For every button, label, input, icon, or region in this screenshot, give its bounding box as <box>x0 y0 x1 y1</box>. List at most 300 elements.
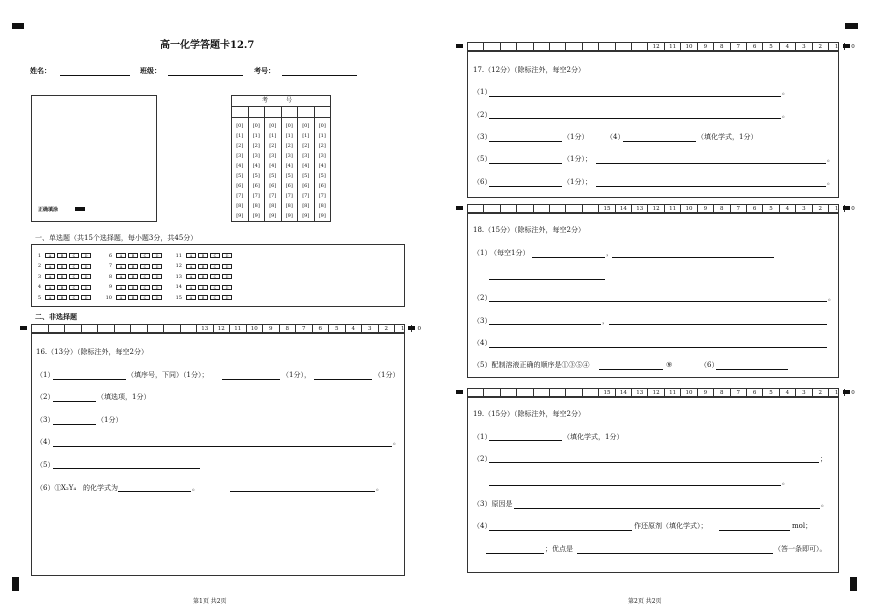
id-digit-bubble[interactable]: [8] <box>236 203 244 209</box>
q16-part6-text: 的化学式为 <box>83 484 118 492</box>
score-cell-blank[interactable] <box>483 389 499 396</box>
id-digit-bubble[interactable]: [7] <box>252 193 260 199</box>
score-cell[interactable]: 13 <box>196 325 213 332</box>
score-cell-blank[interactable] <box>533 43 549 50</box>
q18-blank-6[interactable] <box>716 369 788 370</box>
q16-blank-1a[interactable] <box>53 379 126 380</box>
id-digit-bubble[interactable]: [2] <box>236 143 244 149</box>
q18-l4: （4） <box>473 339 492 347</box>
score-cell[interactable]: 2 <box>812 205 828 212</box>
mcq-question-number: 15 <box>175 294 182 301</box>
score-cell-blank[interactable] <box>516 43 532 50</box>
correct-fill-sample <box>75 207 85 211</box>
id-digit-bubble[interactable]: [5] <box>302 173 310 179</box>
id-digit-bubble[interactable]: [5] <box>285 173 293 179</box>
id-digit-bubble[interactable]: [5] <box>236 173 244 179</box>
score-cell[interactable]: 6 <box>312 325 329 332</box>
mcq-option-bubble[interactable]: D <box>81 264 91 269</box>
q17-l5-note: （1分）； <box>563 155 592 163</box>
id-digit-bubble[interactable]: [0] <box>318 123 326 129</box>
mcq-option-bubble[interactable]: B <box>198 274 208 279</box>
score-cell-blank[interactable] <box>598 43 614 50</box>
id-digit-bubble[interactable]: [3] <box>269 153 277 159</box>
score-cell-blank[interactable] <box>582 43 598 50</box>
id-digit-bubble[interactable]: [3] <box>252 153 260 159</box>
score-cell[interactable]: 3 <box>361 325 378 332</box>
q19-blank-2b[interactable] <box>489 485 781 486</box>
id-digit-bubble[interactable]: [0] <box>285 123 293 129</box>
score-cell[interactable]: 8 <box>713 205 729 212</box>
id-digit-bubble[interactable]: [6] <box>318 183 326 189</box>
id-digit-bubble[interactable]: [1] <box>236 133 244 139</box>
q18-blank-1a[interactable] <box>532 257 605 258</box>
q19-l2-end: 。 <box>782 478 789 486</box>
mcq-option-bubble[interactable]: A <box>116 253 126 258</box>
mcq-option-bubble[interactable]: C <box>140 274 150 279</box>
q16-part1-note-c: （1分） <box>374 371 400 379</box>
q18-l5: （5）配制溶液正确的顺序是①③⑤④ <box>473 361 590 369</box>
score-cell-blank[interactable] <box>468 43 483 50</box>
mcq-question-row <box>104 273 164 280</box>
id-digit-bubble[interactable]: [7] <box>236 193 244 199</box>
q16-blank-6b[interactable] <box>230 491 375 492</box>
q18-blank-1b[interactable] <box>612 257 774 258</box>
score-cell[interactable]: 6 <box>746 389 762 396</box>
mcq-option-bubble[interactable]: A <box>116 274 126 279</box>
score-cell[interactable]: 12 <box>647 389 663 396</box>
page-title: 高一化学答题卡12.7 <box>160 40 255 51</box>
exam-id-table <box>231 95 331 222</box>
id-digit-bubble[interactable]: [1] <box>285 133 293 139</box>
q17-blank-6a[interactable] <box>489 186 562 187</box>
q17-blank-5a[interactable] <box>489 163 562 164</box>
q19-blank-1[interactable] <box>489 440 562 441</box>
mcq-option-bubble[interactable]: A <box>116 264 126 269</box>
strip19-mark-left <box>456 390 463 394</box>
q17-l1: （1） <box>473 88 492 96</box>
id-digit-bubble[interactable]: [1] <box>318 133 326 139</box>
mcq-option-bubble[interactable]: D <box>222 253 232 258</box>
id-digit-bubble[interactable]: [5] <box>269 173 277 179</box>
score-cell-blank[interactable] <box>565 43 581 50</box>
id-digit-bubble[interactable]: [8] <box>252 203 260 209</box>
score-cell[interactable]: 4 <box>345 325 362 332</box>
id-digit-bubble[interactable]: [1] <box>269 133 277 139</box>
score-cell[interactable]: 12 <box>213 325 230 332</box>
id-digit-bubble[interactable]: [4] <box>269 163 277 169</box>
mcq-option-bubble[interactable]: C <box>210 295 220 300</box>
mcq-option-bubble[interactable]: A <box>116 295 126 300</box>
q18-blank-4[interactable] <box>489 347 827 348</box>
id-digit-bubble[interactable]: [9] <box>236 213 244 219</box>
score-cell[interactable]: 0 <box>844 43 860 50</box>
id-digit-bubble[interactable]: [0] <box>236 123 244 129</box>
score-cell[interactable]: 8 <box>713 43 729 50</box>
mcq-option-bubble[interactable]: B <box>198 295 208 300</box>
id-digit-bubble[interactable]: [8] <box>269 203 277 209</box>
score-cell[interactable]: 8 <box>713 389 729 396</box>
score-cell[interactable]: 3 <box>795 205 811 212</box>
id-digit-bubble[interactable]: [2] <box>252 143 260 149</box>
q17-blank-5b[interactable] <box>596 163 826 164</box>
id-digit-bubble[interactable]: [4] <box>236 163 244 169</box>
score-cell[interactable]: 10 <box>680 389 696 396</box>
q18-l1-comma: ， <box>606 249 613 257</box>
mcq-question-row <box>104 284 164 291</box>
q19-blank-4b[interactable] <box>719 530 790 531</box>
q17-header: 17.（12分）（除标注外，每空2分） <box>473 66 585 74</box>
score-cell[interactable]: 4 <box>779 43 795 50</box>
answer-box-18 <box>467 213 839 378</box>
id-digit-bubble[interactable]: [6] <box>269 183 277 189</box>
id-digit-bubble[interactable]: [7] <box>269 193 277 199</box>
mcq-question-number: 12 <box>175 263 182 269</box>
score-cell[interactable]: 7 <box>730 205 746 212</box>
score-cell[interactable]: 2 <box>378 325 395 332</box>
registration-mark-top-left <box>12 23 24 29</box>
id-digit-bubble[interactable]: [2] <box>269 143 277 149</box>
mcq-option-bubble[interactable]: B <box>57 264 67 269</box>
score-cell[interactable]: 11 <box>664 205 680 212</box>
mcq-option-bubble[interactable]: B <box>128 274 138 279</box>
q18-blank-5[interactable] <box>599 369 663 370</box>
q19-blank-4a[interactable] <box>489 530 632 531</box>
mcq-option-bubble[interactable]: C <box>140 295 150 300</box>
q19-l2-semi: ； <box>820 455 827 463</box>
mcq-option-bubble[interactable]: A <box>186 253 196 258</box>
score-cell[interactable]: 7 <box>295 325 312 332</box>
id-digit-bubble[interactable]: [3] <box>318 153 326 159</box>
mcq-option-bubble[interactable]: D <box>222 285 232 290</box>
score-cell-blank[interactable] <box>81 325 98 332</box>
score-cell-blank[interactable] <box>549 205 565 212</box>
q16-part3-note: （1分） <box>97 416 123 424</box>
mcq-option-bubble[interactable]: A <box>186 274 196 279</box>
q19-blank-5a[interactable] <box>486 553 544 554</box>
mcq-option-bubble[interactable]: B <box>128 253 138 258</box>
q19-blank-5b[interactable] <box>577 553 773 554</box>
q17-l5: （5） <box>473 155 492 163</box>
score-cell[interactable]: 5 <box>762 389 778 396</box>
q16-blank-3[interactable] <box>53 424 96 425</box>
score-cell-blank[interactable] <box>468 205 483 212</box>
id-digit-bubble[interactable]: [1] <box>252 133 260 139</box>
mcq-option-bubble[interactable]: B <box>128 264 138 269</box>
score-cell[interactable]: 4 <box>779 389 795 396</box>
id-digit-bubble[interactable]: [7] <box>318 193 326 199</box>
q17-l2: （2） <box>473 111 492 119</box>
strip19-mark-right <box>843 390 850 394</box>
id-digit-bubble[interactable]: [2] <box>285 143 293 149</box>
score-cell-blank[interactable] <box>549 43 565 50</box>
mcq-option-bubble[interactable]: D <box>152 253 162 258</box>
mcq-option-bubble[interactable]: C <box>210 253 220 258</box>
mcq-question-row <box>174 284 234 291</box>
score-cell[interactable]: 13 <box>631 389 647 396</box>
q19-l4: （4） <box>473 522 492 530</box>
id-digit-bubble[interactable]: [7] <box>302 193 310 199</box>
id-table-header: 考 号 <box>232 96 330 107</box>
q18-blank-3a[interactable] <box>489 324 601 325</box>
id-digit-bubble[interactable]: [2] <box>302 143 310 149</box>
exam-no-field[interactable] <box>282 75 357 76</box>
score-cell[interactable]: 5 <box>762 43 778 50</box>
q16-blank-5[interactable] <box>53 468 200 469</box>
score-cell[interactable]: 1 <box>828 389 844 396</box>
q16-part4-label: （4） <box>36 438 55 446</box>
mcq-question-number: 5 <box>37 294 41 301</box>
id-digit-bubble[interactable]: [1] <box>302 133 310 139</box>
q18-blank-1c[interactable] <box>489 279 605 280</box>
score-cell-blank[interactable] <box>516 389 532 396</box>
id-digit-bubble[interactable]: [3] <box>236 153 244 159</box>
q19-blank-2a[interactable] <box>489 462 819 463</box>
mcq-option-bubble[interactable]: D <box>81 295 91 300</box>
score-cell[interactable]: 3 <box>795 389 811 396</box>
score-cell-blank[interactable] <box>147 325 164 332</box>
q16-blank-1b[interactable] <box>222 379 280 380</box>
q17-blank-3[interactable] <box>489 141 562 142</box>
score-cell[interactable]: 1 <box>828 43 844 50</box>
score-cell[interactable]: 2 <box>812 389 828 396</box>
q16-blank-4[interactable] <box>53 446 392 447</box>
score-cell[interactable]: 12 <box>647 205 663 212</box>
q17-blank-1[interactable] <box>489 96 781 97</box>
score-cell[interactable]: 1 <box>828 205 844 212</box>
mcq-option-bubble[interactable]: B <box>57 285 67 290</box>
score-cell[interactable]: 9 <box>697 389 713 396</box>
q17-blank-2[interactable] <box>489 118 781 119</box>
section2-title: 二、非选择题 <box>35 312 77 321</box>
mcq-option-bubble[interactable]: C <box>210 264 220 269</box>
mcq-question-number: 6 <box>108 252 112 259</box>
id-digit-bubble[interactable]: [3] <box>285 153 293 159</box>
score-cell[interactable]: 10 <box>680 205 696 212</box>
score-cell-blank[interactable] <box>549 389 565 396</box>
id-digit-bubble[interactable]: [8] <box>318 203 326 209</box>
mcq-option-bubble[interactable]: B <box>57 274 67 279</box>
q18-blank-3b[interactable] <box>609 324 827 325</box>
score-cell[interactable]: 0 <box>844 389 860 396</box>
mcq-option-bubble[interactable]: C <box>210 274 220 279</box>
score-cell-blank[interactable] <box>483 43 499 50</box>
section1-title: 一、单选题（共15个选择题，每小题3分，共45分） <box>35 234 198 242</box>
score-cell[interactable]: 11 <box>229 325 246 332</box>
score-cell[interactable]: 12 <box>647 43 663 50</box>
score-cell[interactable]: 0 <box>844 205 860 212</box>
id-digit-bubble[interactable]: [7] <box>285 193 293 199</box>
q19-blank-3[interactable] <box>514 508 820 509</box>
id-digit-bubble[interactable]: [4] <box>252 163 260 169</box>
mcq-option-bubble[interactable]: A <box>45 295 55 300</box>
q16-blank-1c[interactable] <box>314 379 372 380</box>
id-digit-bubble[interactable]: [8] <box>285 203 293 209</box>
q17-blank-6b[interactable] <box>596 186 826 187</box>
q17-l6: （6） <box>473 178 492 186</box>
barcode-area <box>31 95 157 222</box>
score-cell[interactable]: 7 <box>730 43 746 50</box>
footer-right: 第2页 共2页 <box>628 598 662 605</box>
mcq-option-bubble[interactable]: C <box>69 264 79 269</box>
score-cell[interactable]: 6 <box>746 43 762 50</box>
id-digit-bubble[interactable]: [2] <box>318 143 326 149</box>
score-cell[interactable]: 1 <box>394 325 411 332</box>
score-cell[interactable]: 7 <box>730 389 746 396</box>
id-digit-bubble[interactable]: [3] <box>302 153 310 159</box>
score-strip-19 <box>467 388 855 397</box>
class-field[interactable] <box>168 75 243 76</box>
id-digit-bubble[interactable]: [4] <box>302 163 310 169</box>
id-digit-bubble[interactable]: [0] <box>252 123 260 129</box>
score-cell-blank[interactable] <box>32 325 48 332</box>
id-digit-bubble[interactable]: [9] <box>269 213 277 219</box>
mcq-option-bubble[interactable]: A <box>45 285 55 290</box>
id-digit-bubble[interactable]: [6] <box>236 183 244 189</box>
q17-l3-note: （1分） <box>563 133 589 141</box>
score-cell[interactable]: 6 <box>746 205 762 212</box>
q18-l1: （1） <box>473 249 492 257</box>
score-cell-blank[interactable] <box>163 325 180 332</box>
score-cell-blank[interactable] <box>468 389 483 396</box>
score-cell-blank[interactable] <box>500 43 516 50</box>
mcq-option-bubble[interactable]: D <box>81 285 91 290</box>
mcq-option-bubble[interactable]: D <box>222 274 232 279</box>
mcq-option-bubble[interactable]: A <box>186 264 196 269</box>
score-cell-blank[interactable] <box>500 389 516 396</box>
mcq-option-bubble[interactable]: C <box>140 253 150 258</box>
mcq-option-bubble[interactable]: C <box>140 285 150 290</box>
score-cell-blank[interactable] <box>565 389 581 396</box>
score-cell[interactable]: 13 <box>631 205 647 212</box>
id-digit-bubble[interactable]: [6] <box>302 183 310 189</box>
score-cell-blank[interactable] <box>516 205 532 212</box>
mcq-option-bubble[interactable]: D <box>152 274 162 279</box>
mcq-question-number: 13 <box>175 273 182 280</box>
score-cell-blank[interactable] <box>631 43 647 50</box>
mcq-option-bubble[interactable]: D <box>222 295 232 300</box>
score-cell[interactable]: 9 <box>697 205 713 212</box>
score-cell-blank[interactable] <box>97 325 114 332</box>
score-cell[interactable]: 3 <box>795 43 811 50</box>
score-cell-blank[interactable] <box>500 205 516 212</box>
mcq-option-bubble[interactable]: B <box>57 295 67 300</box>
mcq-option-bubble[interactable]: D <box>152 285 162 290</box>
id-digit-bubble[interactable]: [5] <box>318 173 326 179</box>
q19-header: 19.（15分）（除标注外，每空2分） <box>473 410 585 418</box>
score-cell-blank[interactable] <box>582 205 598 212</box>
mcq-option-bubble[interactable]: C <box>210 285 220 290</box>
id-digit-bubble[interactable]: [9] <box>252 213 260 219</box>
mcq-option-bubble[interactable]: C <box>140 264 150 269</box>
score-cell-blank[interactable] <box>615 43 631 50</box>
mcq-option-bubble[interactable]: C <box>69 285 79 290</box>
mcq-option-bubble[interactable]: C <box>69 295 79 300</box>
score-cell-blank[interactable] <box>533 205 549 212</box>
mcq-question-row <box>174 273 234 280</box>
q16-blank-6a[interactable] <box>118 491 191 492</box>
mcq-option-bubble[interactable]: B <box>198 285 208 290</box>
score-cell[interactable]: 8 <box>279 325 296 332</box>
q17-blank-4[interactable] <box>623 141 696 142</box>
q18-l3: （3） <box>473 317 492 325</box>
q18-blank-2[interactable] <box>489 301 827 302</box>
id-digit-bubble[interactable]: [5] <box>252 173 260 179</box>
name-field[interactable] <box>60 75 130 76</box>
q16-blank-2[interactable] <box>53 401 96 402</box>
mcq-option-bubble[interactable]: B <box>57 253 67 258</box>
id-digit-bubble[interactable]: [0] <box>269 123 277 129</box>
score-cell-blank[interactable] <box>48 325 65 332</box>
mcq-option-bubble[interactable]: D <box>222 264 232 269</box>
mcq-option-bubble[interactable]: D <box>152 264 162 269</box>
score-cell[interactable]: 11 <box>664 389 680 396</box>
score-cell[interactable]: 4 <box>779 205 795 212</box>
score-cell-blank[interactable] <box>533 389 549 396</box>
mcq-option-bubble[interactable]: A <box>45 274 55 279</box>
score-cell[interactable]: 9 <box>697 43 713 50</box>
q18-l5-tail: ⑨ <box>666 361 673 369</box>
score-cell[interactable]: 5 <box>762 205 778 212</box>
score-cell-blank[interactable] <box>114 325 131 332</box>
strip-mark-right <box>408 326 415 330</box>
mcq-question-number: 3 <box>37 273 41 280</box>
score-cell[interactable]: 14 <box>615 389 631 396</box>
id-digit-bubble[interactable]: [6] <box>252 183 260 189</box>
id-digit-bubble[interactable]: [6] <box>285 183 293 189</box>
mcq-option-bubble[interactable]: A <box>45 264 55 269</box>
id-digit-bubble[interactable]: [9] <box>302 213 310 219</box>
score-cell[interactable]: 9 <box>262 325 279 332</box>
id-digit-bubble[interactable]: [4] <box>318 163 326 169</box>
score-cell-blank[interactable] <box>180 325 197 332</box>
mcq-option-bubble[interactable]: D <box>81 253 91 258</box>
score-cell[interactable]: 10 <box>680 43 696 50</box>
score-cell[interactable]: 2 <box>812 43 828 50</box>
score-cell[interactable]: 11 <box>664 43 680 50</box>
mcq-option-bubble[interactable]: B <box>128 295 138 300</box>
mcq-option-bubble[interactable]: B <box>128 285 138 290</box>
score-cell-blank[interactable] <box>565 205 581 212</box>
score-cell-blank[interactable] <box>130 325 147 332</box>
mcq-option-bubble[interactable]: D <box>152 295 162 300</box>
score-cell-blank[interactable] <box>483 205 499 212</box>
score-cell[interactable]: 5 <box>328 325 345 332</box>
mcq-option-bubble[interactable]: C <box>69 253 79 258</box>
mcq-option-bubble[interactable]: A <box>186 295 196 300</box>
q17-l4: （4） <box>606 133 625 141</box>
mcq-option-bubble[interactable]: A <box>186 285 196 290</box>
id-digit-bubble[interactable]: [8] <box>302 203 310 209</box>
score-cell-blank[interactable] <box>582 389 598 396</box>
mcq-option-bubble[interactable]: C <box>69 274 79 279</box>
score-cell[interactable]: 14 <box>615 205 631 212</box>
score-cell-blank[interactable] <box>64 325 81 332</box>
score-cell[interactable]: 15 <box>598 389 614 396</box>
mcq-option-bubble[interactable]: B <box>198 253 208 258</box>
id-digit-bubble[interactable]: [0] <box>302 123 310 129</box>
id-digit-bubble[interactable]: [9] <box>318 213 326 219</box>
score-cell[interactable]: 0 <box>411 325 428 332</box>
mcq-option-bubble[interactable]: A <box>45 253 55 258</box>
id-digit-bubble[interactable]: [9] <box>285 213 293 219</box>
correct-fill-label: 正确填涂 <box>38 207 59 213</box>
score-cell[interactable]: 10 <box>246 325 263 332</box>
mcq-option-bubble[interactable]: B <box>198 264 208 269</box>
mcq-option-bubble[interactable]: A <box>116 285 126 290</box>
score-cell[interactable]: 15 <box>598 205 614 212</box>
id-digit-bubble[interactable]: [4] <box>285 163 293 169</box>
mcq-option-bubble[interactable]: D <box>81 274 91 279</box>
